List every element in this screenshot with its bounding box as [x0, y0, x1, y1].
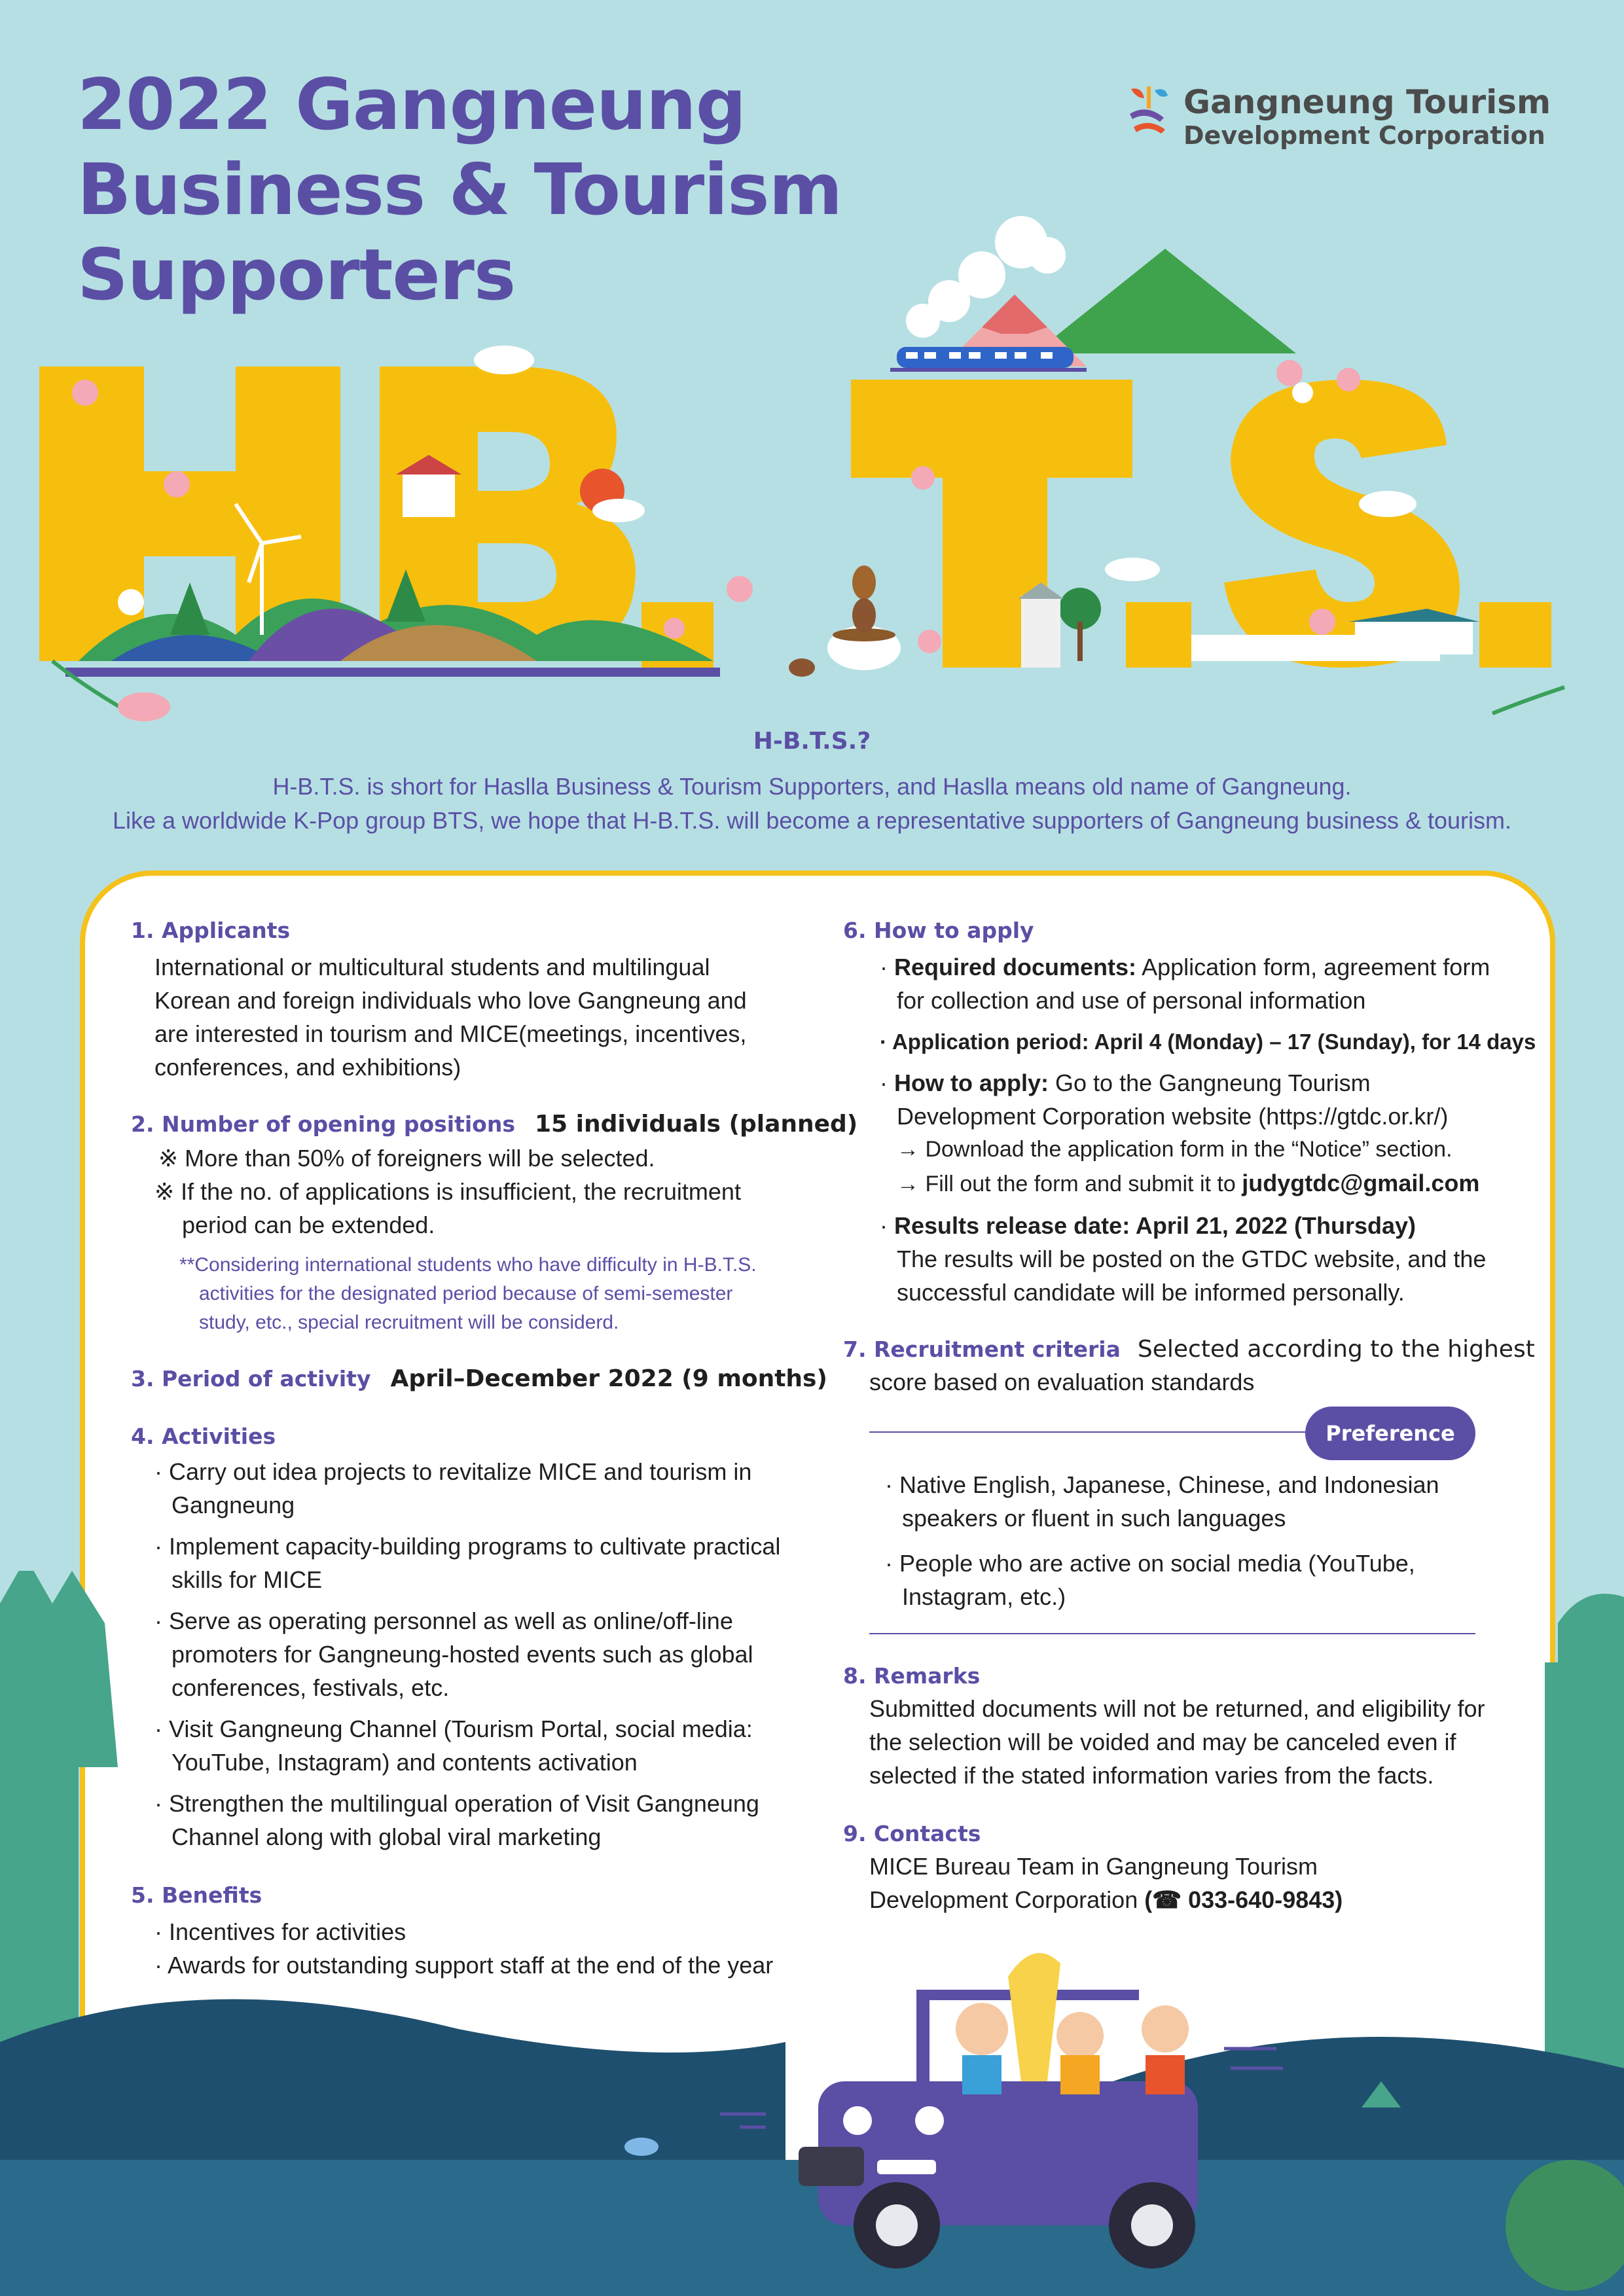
positions-heading-label: 2. Number of opening positions	[131, 1111, 515, 1137]
apply-results-label: Results release date: April 21, 2022 (Thursday)	[894, 1212, 1416, 1239]
preference-bottom-line	[869, 1633, 1475, 1634]
remarks-heading: 8. Remarks	[843, 1663, 981, 1689]
activity-item: · Visit Gangneung Channel (Tourism Portal, social media: YouTube, Instagram) and contents activation	[154, 1715, 753, 1776]
logo-line-2: Development Corporation	[1183, 121, 1545, 150]
title-line-1: 2022 Gangneung	[77, 64, 746, 146]
intro-heading: H-B.T.S.?	[753, 728, 871, 755]
positions-note-1: ※ More than 50% of foreigners will be selected.	[158, 1145, 655, 1172]
preference-divider	[843, 1403, 1498, 1468]
left-column	[131, 915, 858, 1982]
contacts-heading: 9. Contacts	[843, 1821, 981, 1846]
applicants-heading: 1. Applicants	[131, 918, 291, 943]
organization-logo	[1127, 83, 1551, 150]
positions-heading	[131, 1109, 858, 1140]
positions-note-2: ※ If the no. of applications is insufficient, the recruitment period can be extended.	[154, 1178, 741, 1238]
dot-2	[1126, 602, 1191, 668]
apply-email-link[interactable]: judygtdc@gmail.com	[1242, 1170, 1480, 1196]
benefit-item: · Incentives for activities	[154, 1918, 406, 1945]
benefit-item: · Awards for outstanding support staff at the end of the year	[154, 1952, 774, 1979]
leaf-icon	[624, 2138, 659, 2156]
apply-results-text: The results will be posted on the GTDC website, and the successful candidate will be informed personally.	[897, 1246, 1487, 1306]
apply-heading: 6. How to apply	[843, 918, 1034, 943]
benefits-list	[131, 1915, 785, 1982]
contacts-phone: (☎ 033-640-9843)	[1144, 1886, 1343, 1913]
smoke-cloud-icon	[906, 216, 1066, 338]
period-heading	[131, 1363, 827, 1395]
preference-badge: Preference	[1305, 1407, 1475, 1460]
criteria-text-cont: score based on evaluation standards	[869, 1369, 1255, 1395]
apply-details	[843, 950, 1536, 1309]
title-line-2: Business & Tourism	[77, 149, 842, 231]
preference-item: · Native English, Japanese, Chinese, and Indonesian speakers or fluent in such languages	[885, 1471, 1439, 1532]
criteria-heading-label: 7. Recruitment criteria	[843, 1336, 1121, 1362]
apply-how-label: How to apply:	[894, 1069, 1049, 1096]
apply-docs-text: Application form, agreement form for collection and use of personal information	[897, 954, 1490, 1014]
preference-list	[843, 1468, 1461, 1613]
activities-list	[131, 1455, 785, 1854]
applicants-text: International or multicultural students and multilingual Korean and foreign individuals who love Gangneung and are interested in tourism and MICE(meetings, incentives, conferences, and exhibitions)	[154, 954, 747, 1081]
gtdc-logo-icon	[1127, 84, 1173, 136]
title-line-3: Supporters	[77, 234, 516, 316]
logo-line-1: Gangneung Tourism	[1183, 83, 1551, 121]
apply-how-text: Go to the Gangneung Tourism Development Corporation website (https://gtdc.or.kr/)	[897, 1069, 1449, 1130]
activity-item: · Implement capacity-building programs to cultivate practical skills for MICE	[154, 1533, 781, 1593]
mountain-icon	[1034, 249, 1296, 353]
coffee-icon	[789, 565, 901, 677]
benefits-heading: 5. Benefits	[131, 1882, 262, 1908]
contacts-org: Development Corporation	[869, 1886, 1138, 1913]
positions-value: 15 individuals (planned)	[535, 1111, 858, 1138]
dot-3	[1479, 602, 1551, 668]
apply-docs-label: Required documents:	[894, 954, 1137, 980]
contacts-line-2	[843, 1883, 1498, 1916]
positions-footnote: **Considering international students who have difficulty in H-B.T.S. activities for the designated period because of semi-semester study, etc., special recruitment will be considerd.	[179, 1254, 757, 1333]
apply-step-1: → Download the application form in the “Notice” section.	[897, 1137, 1453, 1162]
activity-item: · Serve as operating personnel as well as online/off-line promoters for Gangneung-hosted events such as global conferences, festivals, etc.	[154, 1607, 753, 1701]
apply-results: · Results release date: April 21, 2022 (Thursday)	[880, 1212, 1416, 1239]
activity-item: · Carry out idea projects to revitalize MICE and tourism in Gangneung	[154, 1458, 752, 1518]
criteria-heading	[843, 1334, 1535, 1365]
apply-how: · How to apply: Go to the Gangneung Tourism Development Corporation website (https://gtdc.or.kr/)	[880, 1069, 1449, 1130]
apply-step-2-text: → Fill out the form and submit it to	[897, 1172, 1236, 1196]
remarks-text: Submitted documents will not be returned, and eligibility for the selection will be voided and may be canceled even if selected if the stated information varies from the facts.	[869, 1695, 1485, 1789]
period-value: April–December 2022 (9 months)	[390, 1365, 827, 1392]
apply-docs: · Required documents: Application form, agreement form for collection and use of personal information	[880, 954, 1490, 1014]
intro-line-1: H-B.T.S. is short for Haslla Business & Tourism Supporters, and Haslla means old name of Gangneung.	[272, 773, 1352, 800]
intro-line-2: Like a worldwide K-Pop group BTS, we hope that H-B.T.S. will become a representative supporters of Gangneung business & tourism.	[112, 807, 1512, 834]
activity-item: · Strengthen the multilingual operation of Visit Gangneung Channel along with global viral marketing	[154, 1790, 759, 1850]
car-illustration-icon	[799, 1953, 1198, 2269]
apply-period: · Application period: April 4 (Monday) – 17 (Sunday), for 14 days	[880, 1030, 1536, 1054]
contacts-line-1: MICE Bureau Team in Gangneung Tourism	[869, 1853, 1318, 1880]
apply-period-text: Application period: April 4 (Monday) – 17 (Sunday), for 14 days	[892, 1030, 1536, 1054]
criteria-text-inline: Selected according to the highest	[1137, 1336, 1535, 1363]
right-column	[843, 915, 1536, 1916]
activities-heading: 4. Activities	[131, 1424, 276, 1449]
intro-text	[0, 770, 1624, 838]
train-icon	[890, 347, 1087, 372]
hbts-hero-illustration	[39, 216, 1597, 733]
period-heading-label: 3. Period of activity	[131, 1366, 371, 1391]
apply-step-2	[880, 1166, 1498, 1201]
preference-item: · People who are active on social media (YouTube, Instagram, etc.)	[885, 1550, 1415, 1610]
